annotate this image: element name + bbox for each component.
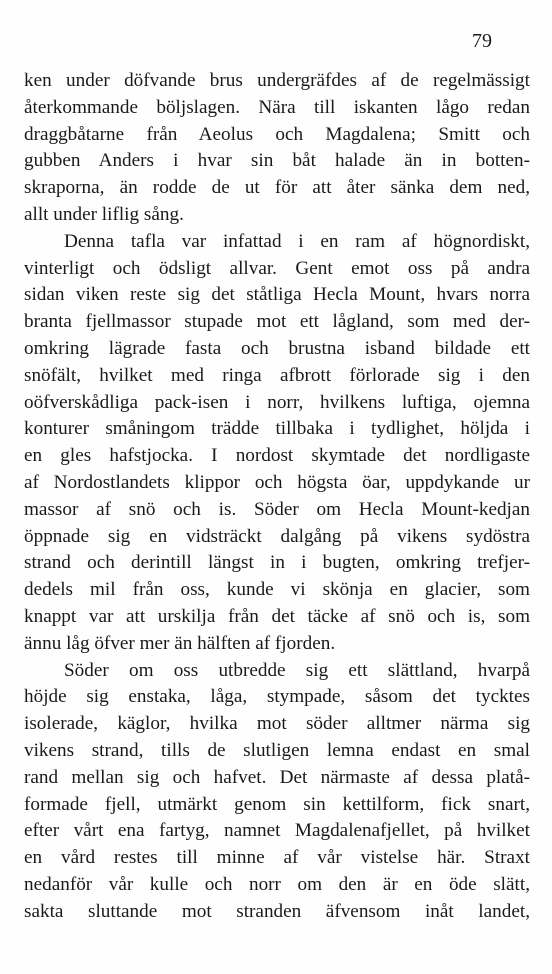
text-line: sidan viken reste sig det ståtliga Hecla Mount, hvars norra <box>24 284 530 306</box>
text-line: sakta sluttande mot stranden äfvensom inåt landet, <box>24 900 530 922</box>
text-line: Denna tafla var infattad i en ram af högnordiskt, <box>64 230 530 252</box>
text-line: omkring lägrade fasta och brustna isband bildade ett <box>24 337 530 359</box>
text-line: en vård restes till minne af vår vistelse här. Straxt <box>24 847 530 869</box>
text-line: oöfverskådliga pack-isen i norr, hvilkens luftiga, ojemna <box>24 391 530 413</box>
text-line: branta fjellmassor stupade mot ett lågland, som med der- <box>24 311 530 333</box>
text-line: höjde sig enstaka, låga, stympade, såsom det tycktes <box>24 686 530 708</box>
text-line: vinterligt och ödsligt allvar. Gent emot oss på andra <box>24 257 530 279</box>
text-line: öppnade sig en vidsträckt dalgång på vikens sydöstra <box>24 525 530 547</box>
text-line: gubben Anders i hvar sin båt halade än in botten- <box>24 150 530 172</box>
text-line: formade fjell, utmärkt genom sin kettilform, fick snart, <box>24 793 530 815</box>
text-line: af Nordostlandets klippor och högsta öar, uppdykande ur <box>24 471 530 493</box>
text-line: konturer småningom trädde tillbaka i tydlighet, höljda i <box>24 418 530 440</box>
text-line: isolerade, käglor, hvilka mot söder alltmer närma sig <box>24 713 530 735</box>
page-number: 79 <box>472 30 492 52</box>
text-line: en gles hafstjocka. I nordost skymtade det nordligaste <box>24 445 530 467</box>
text-line: draggbåtarne från Aeolus och Magdalena; Smitt och <box>24 123 530 145</box>
text-line: ännu låg öfver mer än hälften af fjorden. <box>24 632 336 654</box>
text-line: strand och derintill längst in i bugten, omkring trefjer- <box>24 552 530 574</box>
text-line: dedels mil från oss, kunde vi skönja en glacier, som <box>24 579 530 601</box>
text-line: efter vårt ena fartyg, namnet Magdalenafjellet, på hvilket <box>24 820 530 842</box>
text-line: återkommande böljslagen. Nära till iskanten lågo redan <box>24 96 530 118</box>
text-line: ken under döfvande brus undergräfdes af de regelmässigt <box>24 70 530 91</box>
text-line: skraporna, än rodde de ut för att åter sänka dem ned, <box>24 177 530 199</box>
body-text <box>24 68 530 926</box>
text-line: rand mellan sig och hafvet. Det närmaste af dessa platå- <box>24 766 530 788</box>
text-line: vikens strand, tills de slutligen lemna endast en smal <box>24 739 530 761</box>
text-line: massor af snö och is. Söder om Hecla Mount-kedjan <box>24 498 530 520</box>
text-line: nedanför vår kulle och norr om den är en öde slätt, <box>24 873 530 895</box>
text-line: snöfält, hvilket med ringa afbrott förlorade sig i den <box>24 364 530 386</box>
text-line: allt under liflig sång. <box>24 203 184 225</box>
text-line: knappt var att urskilja från det täcke af snö och is, som <box>24 605 530 627</box>
text-line: Söder om oss utbredde sig ett slättland, hvarpå <box>64 659 530 681</box>
